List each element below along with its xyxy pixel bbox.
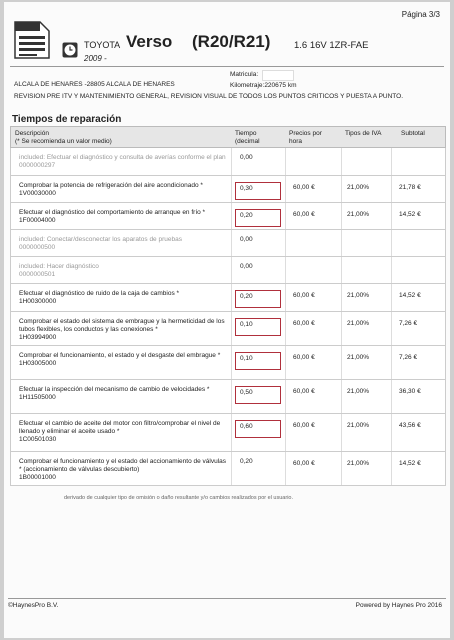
column-separator xyxy=(391,257,392,283)
row-vat: 21,00% xyxy=(347,184,370,191)
row-time: 0,60 xyxy=(235,420,281,438)
vehicle-make: TOYOTA xyxy=(84,40,121,50)
row-code: 1V00030000 xyxy=(19,190,56,197)
column-separator xyxy=(341,176,342,202)
row-time: 0,20 xyxy=(240,458,253,465)
row-description xyxy=(19,458,229,482)
plate-label: Matricula: xyxy=(230,71,259,78)
row-description-text: included: Efectuar el diagnóstico y consulta de averías conforme el plan xyxy=(19,154,226,161)
row-subtotal: 14,52 € xyxy=(399,292,421,299)
row-code: 0000000500 xyxy=(19,244,56,251)
row-subtotal: 43,56 € xyxy=(399,422,421,429)
mileage: Kilometraje:220675 km xyxy=(230,82,297,89)
row-description xyxy=(19,263,229,279)
table-row xyxy=(10,452,446,486)
row-code: 1H11505000 xyxy=(19,394,56,401)
header-divider xyxy=(10,66,444,67)
row-description-text: Comprobar el funcionamiento, el estado y el desgaste del embrague * xyxy=(19,352,221,359)
row-time: 0,30 xyxy=(235,182,281,200)
row-subtotal: 7,26 € xyxy=(399,354,418,361)
row-price: 60,00 € xyxy=(293,320,315,327)
column-separator xyxy=(391,176,392,202)
row-price: 60,00 € xyxy=(293,354,315,361)
column-separator xyxy=(231,230,232,256)
footer-divider xyxy=(8,598,446,599)
column-separator xyxy=(285,312,286,345)
column-separator xyxy=(231,346,232,379)
vehicle-year: 2009 - xyxy=(84,54,107,63)
table-row xyxy=(10,203,446,230)
column-separator xyxy=(231,257,232,283)
row-code: 1H03994900 xyxy=(19,334,57,341)
row-price: 60,00 € xyxy=(293,211,315,218)
report-page xyxy=(4,2,450,638)
row-time: 0,00 xyxy=(240,263,253,270)
table-row xyxy=(10,312,446,346)
column-separator xyxy=(231,203,232,229)
section-title: Tiempos de reparación xyxy=(12,114,122,125)
row-code: 1F00004000 xyxy=(19,217,56,224)
row-subtotal: 21,78 € xyxy=(399,184,421,191)
vehicle-code: (R20/R21) xyxy=(192,32,271,51)
column-separator xyxy=(391,148,392,175)
table-row xyxy=(10,148,446,176)
row-vat: 21,00% xyxy=(347,354,370,361)
row-time: 0,10 xyxy=(235,318,281,336)
table-row xyxy=(10,176,446,203)
row-description-text: Comprobar el funcionamiento y el estado del accionamiento de válvulas * (accionamiento de válvulas descubierto) xyxy=(19,458,227,473)
column-separator xyxy=(285,380,286,413)
row-description xyxy=(19,352,229,368)
row-subtotal: 14,52 € xyxy=(399,211,421,218)
column-separator xyxy=(391,346,392,379)
table-header xyxy=(10,126,446,148)
row-time: 0,00 xyxy=(240,236,253,243)
row-subtotal: 36,30 € xyxy=(399,388,421,395)
column-separator xyxy=(231,176,232,202)
row-time: 0,20 xyxy=(235,209,281,227)
column-separator xyxy=(231,380,232,413)
header-description: Descripción (* Se recomienda un valor medio) xyxy=(15,130,112,145)
row-time: 0,00 xyxy=(240,154,253,161)
row-price: 60,00 € xyxy=(293,292,315,299)
vehicle-model: Verso xyxy=(126,32,173,51)
column-separator xyxy=(341,148,342,175)
header-vat: Tipos de IVA xyxy=(345,130,382,137)
row-description xyxy=(19,182,229,198)
row-code: 0000000501 xyxy=(19,271,56,278)
column-separator xyxy=(391,230,392,256)
document-icon xyxy=(12,20,52,60)
row-description-text: Comprobar la potencia de refrigeración del aire acondicionado * xyxy=(19,182,203,189)
row-time: 0,20 xyxy=(235,290,281,308)
table-row xyxy=(10,414,446,452)
row-time: 0,50 xyxy=(235,386,281,404)
row-code: 0000000297 xyxy=(19,162,56,169)
row-vat: 21,00% xyxy=(347,211,370,218)
row-description-text: Efectuar el cambio de aceite del motor con filtro/comprobar el nivel de llenado y eliminar el aceite usado * xyxy=(19,420,221,435)
row-description-text: Efectuar el diagnóstico del comportamiento de arranque en frío * xyxy=(19,209,206,216)
row-price: 60,00 € xyxy=(293,422,315,429)
column-separator xyxy=(391,414,392,451)
column-separator xyxy=(391,284,392,311)
footer-powered-by: Powered by Haynes Pro 2016 xyxy=(355,602,442,609)
column-separator xyxy=(391,312,392,345)
column-separator xyxy=(391,452,392,485)
row-vat: 21,00% xyxy=(347,460,370,467)
column-separator xyxy=(341,346,342,379)
header-time: Tiempo (decimal xyxy=(235,130,260,145)
row-description-text: Efectuar el diagnóstico de ruido de la caja de cambios * xyxy=(19,290,180,297)
column-separator xyxy=(341,284,342,311)
table-row xyxy=(10,257,446,284)
column-separator xyxy=(341,452,342,485)
table-row xyxy=(10,380,446,414)
job-description: REVISION PRE ITV Y MANTENIMIENTO GENERAL, REVISION VISUAL DE TODOS LOS PUNTOS CRITICOS Y PUESTA A PUNTO. xyxy=(14,93,404,100)
header-price: Precios por hora xyxy=(289,130,322,145)
column-separator xyxy=(231,148,232,175)
column-separator xyxy=(285,176,286,202)
row-vat: 21,00% xyxy=(347,292,370,299)
table-row xyxy=(10,284,446,312)
column-separator xyxy=(285,346,286,379)
row-description-text: included: Conectar/desconectar los aparatos de pruebas xyxy=(19,236,182,243)
row-vat: 21,00% xyxy=(347,422,370,429)
column-separator xyxy=(341,257,342,283)
column-separator xyxy=(341,312,342,345)
vehicle-engine: 1.6 16V 1ZR-FAE xyxy=(294,40,369,51)
page-number: Página 3/3 xyxy=(401,10,440,19)
column-separator xyxy=(231,284,232,311)
row-description-text: included: Hacer diagnóstico xyxy=(19,263,99,270)
column-separator xyxy=(285,203,286,229)
plate-redacted xyxy=(262,70,294,81)
column-separator xyxy=(231,312,232,345)
row-description xyxy=(19,318,229,342)
row-description xyxy=(19,209,229,225)
column-separator xyxy=(285,284,286,311)
row-code: 1H03005000 xyxy=(19,360,57,367)
row-code: 1C00501030 xyxy=(19,436,57,443)
column-separator xyxy=(231,414,232,451)
column-separator xyxy=(341,380,342,413)
row-code: 1H00300000 xyxy=(19,298,57,305)
row-description-text: Comprobar el estado del sistema de embrague y la hermeticidad de los tubos flexibles, los conductos y las conexiones * xyxy=(19,318,225,333)
table-row xyxy=(10,230,446,257)
footer-copyright: ©HaynesPro B.V. xyxy=(8,602,59,609)
column-separator xyxy=(285,414,286,451)
footnote: derivado de cualquier tipo de omisión o daño resultante y/o cambios realizados por el usuario. xyxy=(64,495,293,501)
row-description xyxy=(19,420,229,444)
row-time: 0,10 xyxy=(235,352,281,370)
column-separator xyxy=(341,414,342,451)
column-separator xyxy=(391,203,392,229)
row-vat: 21,00% xyxy=(347,320,370,327)
row-subtotal: 14,52 € xyxy=(399,460,421,467)
column-separator xyxy=(341,230,342,256)
clock-icon xyxy=(62,42,78,58)
row-vat: 21,00% xyxy=(347,388,370,395)
row-description xyxy=(19,386,229,402)
row-price: 60,00 € xyxy=(293,184,315,191)
table-row xyxy=(10,346,446,380)
row-description xyxy=(19,290,229,306)
row-description xyxy=(19,236,229,252)
row-price: 60,00 € xyxy=(293,388,315,395)
row-description xyxy=(19,154,229,170)
column-separator xyxy=(341,203,342,229)
row-price: 60,00 € xyxy=(293,460,315,467)
column-separator xyxy=(231,452,232,485)
header-subtotal: Subtotal xyxy=(401,130,425,137)
row-code: 1B00001000 xyxy=(19,474,56,481)
column-separator xyxy=(391,380,392,413)
row-subtotal: 7,26 € xyxy=(399,320,418,327)
row-description-text: Efectuar la inspección del mecanismo de cambio de velocidades * xyxy=(19,386,210,393)
customer-address: ALCALA DE HENARES -28805 ALCALA DE HENARES xyxy=(14,81,175,88)
